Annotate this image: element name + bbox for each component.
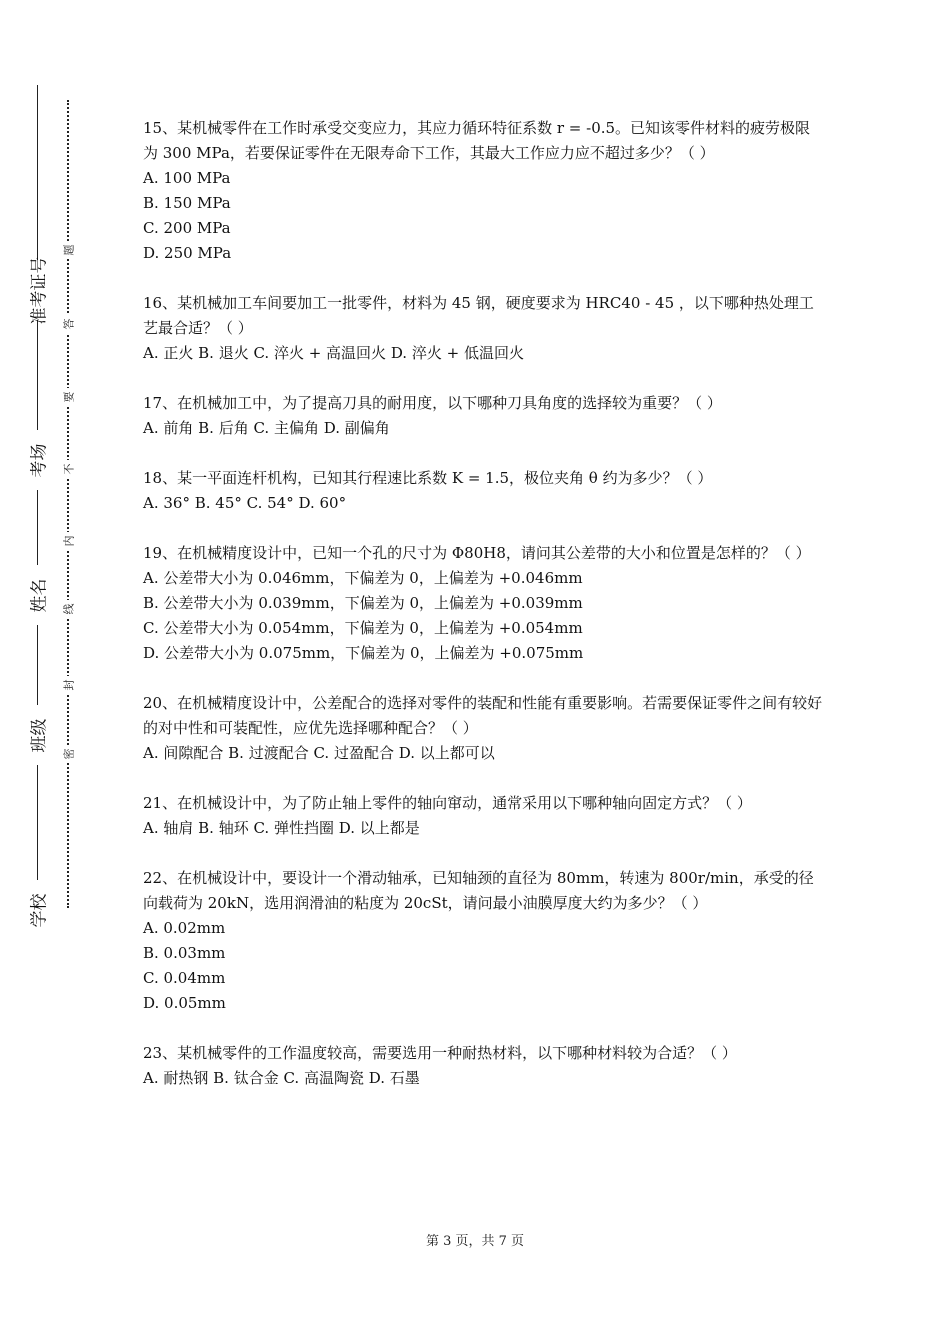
- option-b: B. 0.03mm: [143, 944, 226, 962]
- option-a: A. 0.02mm: [143, 919, 226, 937]
- option-c: C. 0.04mm: [143, 969, 226, 987]
- question-stem: 23、某机械零件的工作温度较高，需要选用一种耐热材料，以下哪种材料较为合适？（ ）: [143, 1044, 737, 1062]
- question-17: [143, 391, 823, 441]
- binding-margin: [0, 0, 75, 1344]
- binding-solid-line: [37, 85, 38, 930]
- field-school-label: 学校: [18, 880, 56, 940]
- option-a: A. 公差带大小为 0.046mm，下偏差为 0，上偏差为 +0.046mm: [143, 569, 583, 587]
- options-line: A. 轴肩 B. 轴环 C. 弹性挡圈 D. 以上都是: [143, 819, 420, 837]
- field-name-label: 姓名: [18, 565, 56, 625]
- field-exam-room-label: 考场: [18, 430, 56, 490]
- seal-char: 答: [59, 315, 77, 333]
- field-class-label: 班级: [18, 705, 56, 765]
- question-stem: 15、某机械零件在工作时承受交变应力，其应力循环特征系数 r = -0.5。已知该零件材料的疲劳极限为 300 MPa，若要保证零件在无限寿命下工作，其最大工作应力应不超过多少？（ ）: [143, 119, 811, 162]
- question-stem: 18、某一平面连杆机构，已知其行程速比系数 K = 1.5，极位夹角 θ 约为多少？（ ）: [143, 469, 713, 487]
- option-b: B. 公差带大小为 0.039mm，下偏差为 0，上偏差为 +0.039mm: [143, 594, 583, 612]
- question-stem: 17、在机械加工中，为了提高刀具的耐用度，以下哪种刀具角度的选择较为重要？（ ）: [143, 394, 722, 412]
- seal-char: 不: [59, 460, 77, 478]
- option-d: D. 0.05mm: [143, 994, 226, 1012]
- question-16: [143, 291, 823, 366]
- seal-char: 内: [59, 532, 77, 550]
- question-stem: 16、某机械加工车间要加工一批零件，材料为 45 钢，硬度要求为 HRC40 - 45 ，以下哪种热处理工艺最合适？（ ）: [143, 294, 814, 337]
- option-d: D. 公差带大小为 0.075mm，下偏差为 0，上偏差为 +0.075mm: [143, 644, 584, 662]
- question-list: [143, 116, 823, 1116]
- question-19: [143, 541, 823, 666]
- seal-char: 要: [59, 388, 77, 406]
- question-stem: 19、在机械精度设计中，已知一个孔的尺寸为 Φ80H8，请问其公差带的大小和位置是怎样的？（ ）: [143, 544, 811, 562]
- options-line: A. 前角 B. 后角 C. 主偏角 D. 副偏角: [143, 419, 390, 437]
- question-18: [143, 466, 823, 516]
- question-22: [143, 866, 823, 1016]
- seal-char: 封: [59, 676, 77, 694]
- seal-char: 密: [59, 745, 77, 763]
- option-a: A. 100 MPa: [143, 169, 231, 187]
- options-line: A. 耐热钢 B. 钛合金 C. 高温陶瓷 D. 石墨: [143, 1069, 420, 1087]
- option-c: C. 200 MPa: [143, 219, 231, 237]
- option-c: C. 公差带大小为 0.054mm，下偏差为 0，上偏差为 +0.054mm: [143, 619, 583, 637]
- options-line: A. 正火 B. 退火 C. 淬火 + 高温回火 D. 淬火 + 低温回火: [143, 344, 524, 362]
- question-stem: 22、在机械设计中，要设计一个滑动轴承，已知轴颈的直径为 80mm，转速为 800r/min，承受的径向载荷为 20kN，选用润滑油的粘度为 20cSt，请问最小油膜厚度大约为多少？（ ）: [143, 869, 814, 912]
- seal-char: 题: [59, 241, 77, 259]
- seal-dotted-line: [67, 100, 69, 908]
- question-stem: 21、在机械设计中，为了防止轴上零件的轴向窜动，通常采用以下哪种轴向固定方式？（ ）: [143, 794, 752, 812]
- options-line: A. 间隙配合 B. 过渡配合 C. 过盈配合 D. 以上都可以: [143, 744, 495, 762]
- question-15: [143, 116, 823, 266]
- options-line: A. 36° B. 45° C. 54° D. 60°: [143, 494, 347, 512]
- question-23: [143, 1041, 823, 1091]
- seal-char: 线: [59, 600, 77, 618]
- option-b: B. 150 MPa: [143, 194, 231, 212]
- page-number: 第 3 页，共 7 页: [425, 1234, 525, 1249]
- question-21: [143, 791, 823, 841]
- field-exam-number-label: 准考证号: [18, 260, 56, 320]
- option-d: D. 250 MPa: [143, 244, 232, 262]
- question-stem: 20、在机械精度设计中，公差配合的选择对零件的装配和性能有重要影响。若需要保证零件之间有较好的对中性和可装配性，应优先选择哪种配合？（ ）: [143, 694, 823, 737]
- question-20: [143, 691, 823, 766]
